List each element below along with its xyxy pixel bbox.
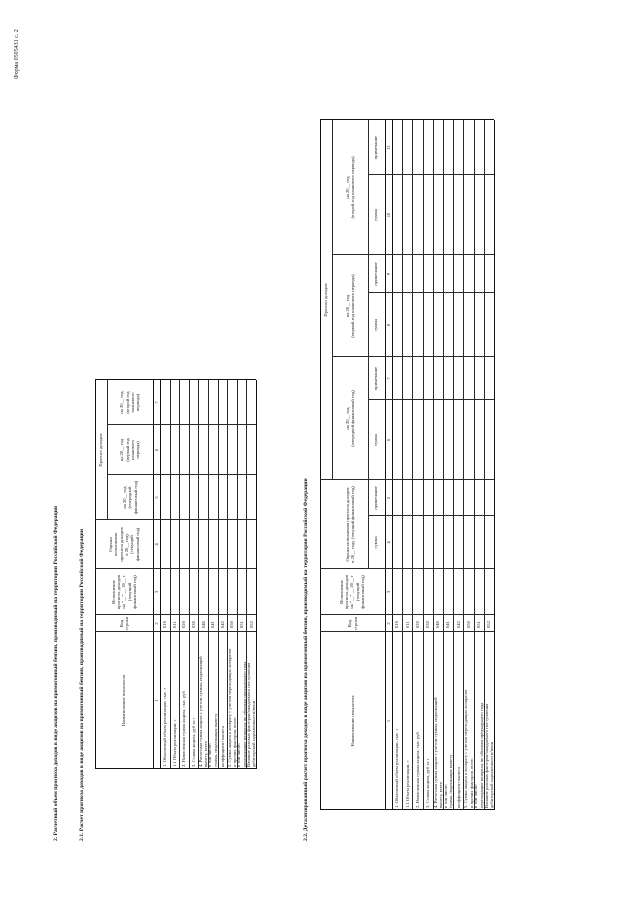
row-label: 4. Расчетная сумма акциза с учетом суммы, подлежащей вычету, всего	[197, 656, 209, 767]
data-cell	[227, 520, 237, 569]
header-execution: Исполнение прогноза доходов на "__" __ 20__ г (текущий финансовый год)	[110, 574, 138, 610]
row-label: Влияние разовых факторов/ожидаемого поступления дебиторской задолженности/пени	[483, 703, 494, 808]
data-cell	[198, 475, 208, 520]
header-year-3: на 20__ год (второй год планового периода)	[119, 391, 141, 414]
data-cell	[218, 569, 228, 615]
row-code: 011	[404, 621, 410, 628]
data-cell	[246, 425, 256, 475]
data-cell	[423, 569, 433, 615]
row-label: 2. Начисленная сумма акциза, тыс. руб	[181, 691, 187, 767]
data-cell	[227, 475, 237, 520]
column-number: 2	[153, 622, 159, 625]
data-cell	[443, 175, 453, 255]
column-number: 6	[385, 438, 391, 442]
data-cell	[402, 175, 412, 255]
grid-line	[320, 631, 494, 632]
header-estimate: Оценка исполнения прогноза доходов в 20__ году (текущий финансовый год)	[107, 527, 140, 562]
column-number: 3	[153, 590, 159, 594]
data-cell	[474, 516, 484, 569]
row-label: в том числе: сумма, подлежащая вычету	[207, 713, 218, 767]
data-cell	[463, 255, 473, 293]
data-cell	[198, 569, 208, 615]
data-cell	[412, 293, 422, 357]
row-code: 030	[190, 621, 196, 628]
grid-line	[95, 380, 96, 769]
header-indicator-name: Наименование показателя	[121, 675, 127, 726]
data-cell	[453, 175, 463, 255]
header-execution: Исполнение прогноза доходов на "__" __ 20__ г (текущий финансовый год)	[338, 574, 366, 610]
data-cell	[443, 255, 453, 293]
data-cell	[402, 516, 412, 569]
header-forecast: Прогноз доходов	[323, 283, 329, 317]
row-code: 041	[210, 621, 216, 628]
data-cell	[170, 380, 180, 425]
data-cell	[208, 380, 218, 425]
data-cell	[433, 293, 443, 357]
row-code: 041	[445, 621, 451, 628]
row-label: 5. Сумма акциза к возврату с учетом переходящих возвратов и прочих факторов, всего	[463, 689, 474, 808]
header-indicator-name: Наименование показателя	[349, 695, 355, 747]
row-code: 050	[229, 621, 235, 628]
data-cell	[237, 475, 247, 520]
header-year-1: на 20__ год (очередной финансовый год)	[344, 390, 355, 447]
row-label: 3. Ставка акциза, руб за т	[425, 758, 430, 808]
row-code: 030	[425, 621, 430, 628]
data-cell	[453, 293, 463, 357]
row-code: 011	[171, 621, 177, 628]
data-cell	[218, 475, 228, 520]
data-cell	[474, 255, 484, 293]
data-cell	[392, 569, 402, 615]
row-label: коэффициент вычета	[219, 726, 225, 767]
data-cell	[443, 293, 453, 357]
column-number: 4	[153, 543, 159, 546]
data-cell	[170, 425, 180, 475]
data-cell	[423, 255, 433, 293]
data-cell	[423, 175, 433, 255]
data-cell	[208, 475, 218, 520]
data-cell	[463, 400, 473, 480]
data-cell	[392, 516, 402, 569]
data-cell	[433, 120, 443, 175]
data-cell	[198, 520, 208, 569]
column-number: 5	[153, 496, 159, 499]
header-estimate: Оценка исполнения прогноза доходов в 20__ году (текущий финансовый год)	[344, 486, 355, 563]
data-cell	[453, 569, 463, 615]
column-number: 1	[153, 699, 159, 702]
data-cell	[474, 293, 484, 357]
data-cell	[443, 400, 453, 480]
data-cell	[474, 480, 484, 516]
data-cell	[412, 120, 422, 175]
data-cell	[237, 569, 247, 615]
row-label: 3. Ставка акциза, руб за т	[190, 717, 196, 767]
data-cell	[227, 425, 237, 475]
row-label: в том числе: переходящие возвраты по объемам предыдущего года	[473, 702, 484, 808]
column-number: 8	[385, 323, 391, 327]
data-cell	[433, 516, 443, 569]
data-cell	[443, 516, 453, 569]
header-row-code: Код строки	[118, 616, 129, 631]
data-cell	[484, 400, 494, 480]
row-code: 020	[181, 621, 187, 628]
data-cell	[198, 380, 208, 425]
grid-line	[368, 357, 369, 480]
data-cell	[392, 293, 402, 357]
row-code: 052	[486, 621, 492, 628]
data-cell	[423, 357, 433, 400]
row-label: 1. Облагаемый объем реализации, тыс. т	[162, 687, 168, 767]
data-cell	[170, 475, 180, 520]
column-number: 7	[153, 401, 159, 404]
data-cell	[412, 255, 422, 293]
data-cell	[170, 520, 180, 569]
data-cell	[189, 380, 199, 425]
data-cell	[463, 293, 473, 357]
data-cell	[160, 569, 170, 615]
data-cell	[484, 120, 494, 175]
row-code: 042	[455, 621, 461, 628]
data-cell	[237, 425, 247, 475]
data-cell	[218, 520, 228, 569]
column-number: 11	[385, 145, 391, 150]
column-number: 2	[385, 622, 391, 625]
data-cell	[246, 475, 256, 520]
data-cell	[423, 293, 433, 357]
data-cell	[463, 480, 473, 516]
data-cell	[412, 400, 422, 480]
data-cell	[433, 480, 443, 516]
row-label: Влияние разовых факторов/ожидаемого поступления дебиторской задолженности/пени	[245, 662, 257, 767]
data-cell	[237, 520, 247, 569]
data-cell	[392, 120, 402, 175]
table-2-title: 2.2. Детализированный расчет прогноза доходов в виде акцизов на прямогонный бензин, производимый на территории Российской Федерации	[303, 478, 309, 841]
data-cell	[474, 569, 484, 615]
data-cell	[189, 475, 199, 520]
row-code: 020	[414, 621, 420, 628]
data-cell	[179, 520, 189, 569]
data-cell	[463, 120, 473, 175]
data-cell	[433, 400, 443, 480]
row-code: 040	[200, 621, 206, 628]
data-cell	[443, 120, 453, 175]
data-cell	[463, 569, 473, 615]
data-cell	[484, 569, 494, 615]
data-cell	[218, 425, 228, 475]
header-year-2: на 20__ год (первый год планового периода)	[119, 438, 141, 462]
data-cell	[392, 400, 402, 480]
data-cell	[198, 425, 208, 475]
grid-line	[332, 120, 333, 480]
data-cell	[433, 255, 443, 293]
data-cell	[402, 357, 412, 400]
data-cell	[208, 520, 218, 569]
data-cell	[392, 480, 402, 516]
data-cell	[484, 293, 494, 357]
grid-line	[320, 120, 321, 810]
data-cell	[433, 175, 443, 255]
data-cell	[423, 480, 433, 516]
column-number: 3	[385, 590, 391, 594]
data-cell	[392, 255, 402, 293]
column-number: 6	[153, 448, 159, 452]
data-cell	[412, 175, 422, 255]
data-cell	[412, 516, 422, 569]
data-cell	[453, 400, 463, 480]
column-number: 9	[385, 272, 391, 276]
row-label: в том числе: переходящие возвраты по объемам предыдущего года	[236, 661, 247, 767]
data-cell	[402, 255, 412, 293]
data-cell	[453, 480, 463, 516]
row-label: 4. Расчетная сумма акциза с учетом суммы, подлежащей вычету, всего	[432, 697, 443, 808]
data-cell	[453, 120, 463, 175]
data-cell	[474, 175, 484, 255]
row-label: 1.1 Объем реализации, т	[171, 719, 177, 767]
data-cell	[453, 516, 463, 569]
grid-line	[95, 768, 256, 769]
data-cell	[484, 516, 494, 569]
data-cell	[179, 380, 189, 425]
row-code: 051	[476, 621, 481, 628]
row-label: 2. Начисленная сумма акциза, тыс. руб	[414, 732, 420, 808]
row-code: 052	[248, 621, 254, 628]
column-number: 1	[385, 719, 391, 723]
data-cell	[189, 520, 199, 569]
data-cell	[402, 120, 412, 175]
data-cell	[402, 293, 412, 357]
row-code: 050	[465, 621, 471, 628]
grid-line	[368, 120, 369, 255]
header-year-1: на 20__ год (очередной финансовый год)	[121, 480, 138, 515]
row-label: 5. Сумма акциза к возврату с учетом переходящих возвратов и прочих факторов, всего	[226, 648, 237, 767]
row-label: коэффициент вычета	[455, 767, 461, 808]
header-sum: сумма	[373, 318, 379, 332]
data-cell	[443, 480, 453, 516]
data-cell	[443, 569, 453, 615]
data-cell	[453, 357, 463, 400]
row-label: 1.1 Объем реализации, т	[404, 760, 410, 808]
column-number: 7	[385, 377, 391, 380]
data-cell	[160, 475, 170, 520]
data-cell	[246, 520, 256, 569]
data-cell	[160, 425, 170, 475]
data-cell	[227, 569, 237, 615]
data-cell	[412, 357, 422, 400]
column-number: 10	[385, 212, 391, 218]
form-code: Форма 0505431 с. 2	[14, 29, 20, 79]
data-cell	[402, 400, 412, 480]
data-cell	[433, 357, 443, 400]
data-cell	[463, 516, 473, 569]
row-code: 010	[162, 621, 168, 628]
data-cell	[423, 400, 433, 480]
grid-line	[368, 255, 369, 357]
data-cell	[402, 569, 412, 615]
data-cell	[208, 425, 218, 475]
row-label: в том числе: сумма, подлежащая вычету	[442, 754, 454, 808]
header-row-code: Код строки	[347, 616, 358, 631]
header-year-2: на 20__ год (первый год планового периода)	[344, 274, 355, 338]
grid-line	[320, 809, 494, 810]
data-cell	[160, 520, 170, 569]
data-cell	[433, 569, 443, 615]
data-cell	[474, 357, 484, 400]
data-cell	[179, 425, 189, 475]
data-cell	[484, 480, 494, 516]
data-cell	[227, 380, 237, 425]
header-note: примечание	[373, 486, 379, 510]
header-sum: сумма	[373, 433, 379, 447]
data-cell	[443, 357, 453, 400]
data-cell	[237, 380, 247, 425]
data-cell	[463, 357, 473, 400]
header-forecast: Прогноз доходов	[98, 433, 104, 467]
data-cell	[484, 175, 494, 255]
row-code: 051	[238, 621, 244, 628]
table-1-title: 2.1. Расчет прогноза доходов в виде акцизов на прямогонный бензин, производимый на территории Российской Федерации	[79, 528, 85, 841]
row-code: 040	[435, 621, 441, 628]
data-cell	[423, 516, 433, 569]
row-code: 042	[219, 621, 225, 628]
data-cell	[179, 475, 189, 520]
header-note: примечание	[373, 262, 379, 286]
data-cell	[423, 120, 433, 175]
row-code: 010	[394, 621, 400, 628]
data-cell	[463, 175, 473, 255]
section-2-title: 2. Расчетный объем прогноза доходов в виде акцизов на прямогонный бензин, производимый на территории Российской Федерации	[53, 505, 59, 841]
data-cell	[189, 425, 199, 475]
data-cell	[412, 569, 422, 615]
header-sum: сумма	[373, 536, 379, 549]
data-cell	[170, 569, 180, 615]
data-cell	[218, 380, 228, 425]
data-cell	[484, 357, 494, 400]
header-note: примечание	[373, 135, 379, 160]
column-number: 5	[385, 496, 391, 500]
data-cell	[402, 480, 412, 516]
data-cell	[160, 380, 170, 425]
data-cell	[208, 569, 218, 615]
data-cell	[484, 255, 494, 293]
grid-line	[368, 480, 369, 569]
grid-line	[107, 380, 108, 520]
data-cell	[392, 175, 402, 255]
header-year-3: на 20__ год (второй год планового периода)	[344, 156, 355, 219]
data-cell	[474, 400, 484, 480]
header-note: примечание	[373, 366, 379, 391]
data-cell	[189, 569, 199, 615]
data-cell	[392, 357, 402, 400]
column-number: 4	[385, 541, 391, 544]
data-cell	[246, 380, 256, 425]
data-cell	[179, 569, 189, 615]
data-cell	[412, 480, 422, 516]
row-label: 1. Облагаемый объем реализации, тыс. т	[394, 728, 400, 808]
header-sum: сумма	[373, 208, 379, 222]
data-cell	[474, 120, 484, 175]
data-cell	[453, 255, 463, 293]
data-cell	[246, 569, 256, 615]
